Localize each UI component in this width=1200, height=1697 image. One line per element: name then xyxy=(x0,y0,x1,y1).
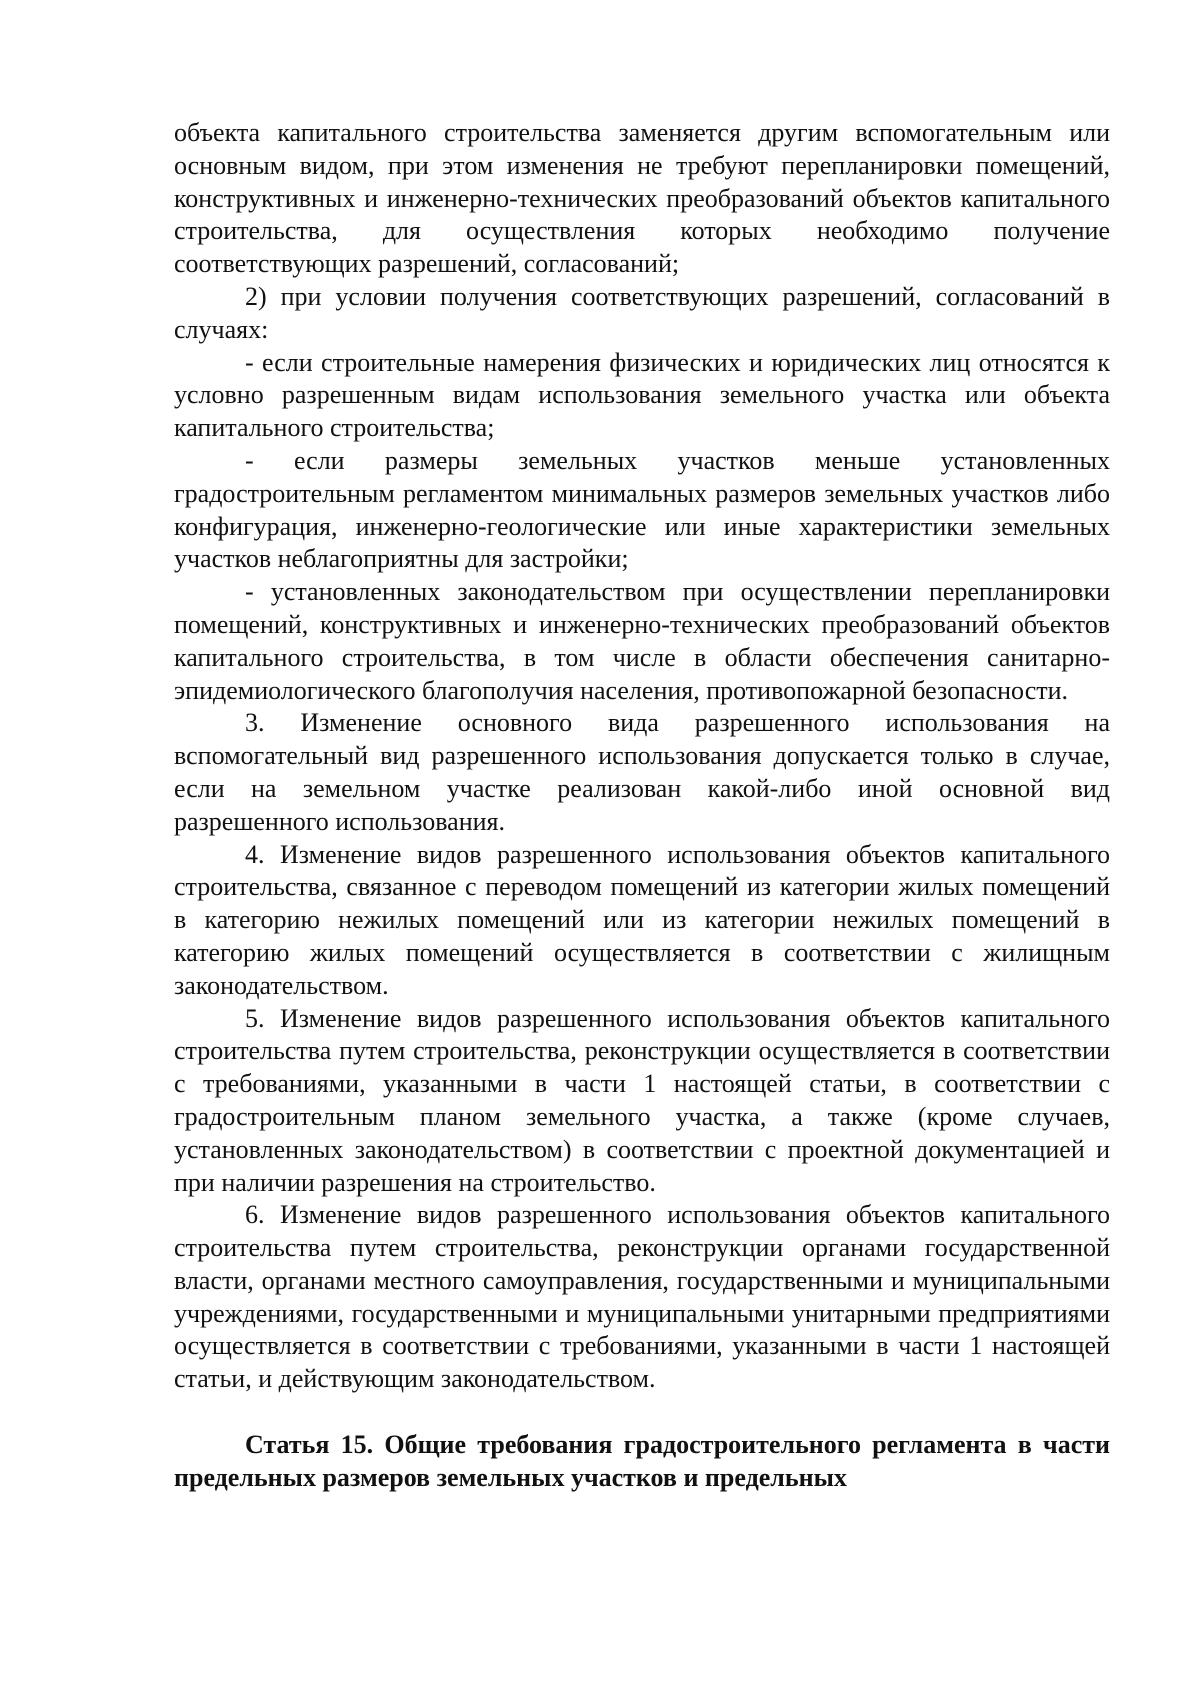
document-page xyxy=(174,117,1110,1495)
paragraph-bullet-1: - если строительные намерения физических и юридических лиц относятся к условно разрешенным видам использования земельного участка или объекта капитального строительства; xyxy=(174,347,1110,443)
paragraph-bullet-3: - установленных законодательством при осуществлении перепланировки помещений, конструктивных и инженерно-технических преобразований объектов капитального строительства, в том числе в области обеспечения санитарно-эпидемиологического благополучия населения, противопожарной безопасности. xyxy=(174,577,1110,705)
article-heading: Статья 15. Общие требования градостроительного регламента в части предельных размеров земельных участков и предельных xyxy=(174,1430,1110,1492)
paragraph-point-3: 3. Изменение основного вида разрешенного использования на вспомогательный вид разрешенного использования допускается только в случае, если на земельном участке реализован какой-либо иной основной вид разрешенного использования. xyxy=(174,708,1110,836)
paragraph-point-6: 6. Изменение видов разрешенного использования объектов капитального строительства путем строительства, реконструкции органами государственной власти, органами местного самоуправления, государственными и муниципальными учреждениями, государственными и муниципальными унитарными предприятиями осуществляется в соответствии с требованиями, указанными в части 1 настоящей статьи, и действующим законодательством. xyxy=(174,1200,1110,1394)
paragraph-item-2: 2) при условии получения соответствующих разрешений, согласований в случаях: xyxy=(174,281,1110,344)
paragraph-point-4: 4. Изменение видов разрешенного использования объектов капитального строительства, связанное с переводом помещений из категории жилых помещений в категорию нежилых помещений или из категории нежилых помещений в категорию жилых помещений осуществляется в соответствии с жилищным законодательством. xyxy=(174,839,1110,1000)
paragraph-bullet-2: - если размеры земельных участков меньше установленных градостроительным регламентом минимальных размеров земельных участков либо конфигурация, инженерно-геологические или иные характеристики земельных участков неблагоприятны для застройки; xyxy=(174,445,1110,574)
paragraph-point-5: 5. Изменение видов разрешенного использования объектов капитального строительства путем строительства, реконструкции осуществляется в соответствии с требованиями, указанными в части 1 настоящей статьи, в соответствии с градостроительным планом земельного участка, а также (кроме случаев, установленных законодательством) в соответствии с проектной документацией и при наличии разрешения на строительство. xyxy=(174,1003,1110,1197)
paragraph-continuation: объекта капитального строительства заменяется другим вспомогательным или основным видом, при этом изменения не требуют перепланировки помещений, конструктивных и инженерно-технических преобразований объектов капитального строительства, для осуществления которых необходимо получение соответствующих разрешений, согласований; xyxy=(174,118,1110,279)
